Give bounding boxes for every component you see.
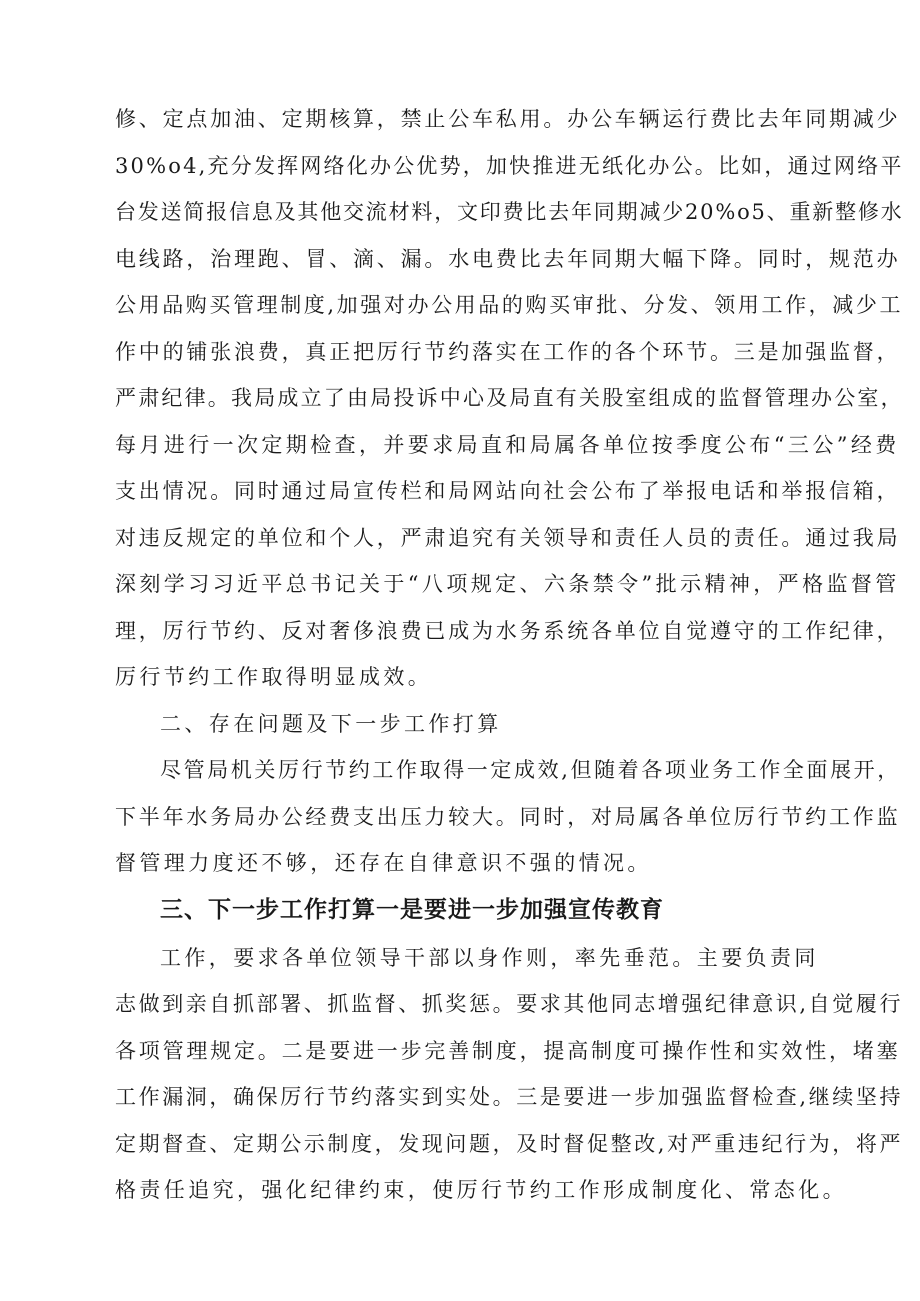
paragraph-line: 公用品购买管理制度,加强对办公用品的购买审批、分发、领用工作，减少工 <box>115 293 904 317</box>
paragraph-line: 30%o4,充分发挥网络化办公优势，加快推进无纸化办公。比如，通过网络平 <box>115 154 904 178</box>
paragraph-line: 作中的铺张浪费，真正把厉行节约落实在工作的各个环节。三是加强监督， <box>115 340 901 364</box>
paragraph-line: 厉行节约工作取得明显成效。 <box>115 665 433 689</box>
paragraph-line: 下半年水务局办公经费支出压力较大。同时，对局属各单位厉行节约工作监 <box>115 805 901 829</box>
paragraph-line: 严肃纪律。我局成立了由局投诉中心及局直有关股室组成的监督管理办公室， <box>115 386 904 410</box>
paragraph-line: 修、定点加油、定期核算，禁止公车私用。办公车辆运行费比去年同期减少 <box>115 107 901 131</box>
paragraph-line: 定期督查、定期公示制度，发现问题，及时督促整改,对严重违纪行为，将严 <box>115 1132 904 1156</box>
paragraph-line: 每月进行一次定期检查，并要求局直和局属各单位按季度公布“三公”经费 <box>115 433 900 457</box>
paragraph-line: 尽管局机关厉行节约工作取得一定成效,但随着各项业务工作全面展开， <box>160 758 901 782</box>
paragraph-line: 工作，要求各单位领导干部以身作则，率先垂范。主要负责同 <box>160 946 819 970</box>
paragraph-line: 台发送简报信息及其他交流材料，文印费比去年同期减少20%o5、重新整修水 <box>115 200 904 224</box>
paragraph-line: 志做到亲自抓部署、抓监督、抓奖惩。要求其他同志增强纪律意识,自觉履行 <box>115 992 904 1016</box>
paragraph-line: 深刻学习习近平总书记关于“八项规定、六条禁令”批示精神，严格监督管 <box>115 572 900 596</box>
section-heading: 二、存在问题及下一步工作打算 <box>160 712 502 736</box>
section-heading-bold: 三、下一步工作打算一是要进一步加强宣传教育 <box>160 897 664 923</box>
paragraph-line: 支出情况。同时通过局宣传栏和局网站向社会公布了举报电话和举报信箱， <box>115 479 901 503</box>
paragraph-line: 对违反规定的单位和个人，严肃追究有关领导和责任人员的责任。通过我局 <box>115 526 901 550</box>
paragraph-line: 格责任追究，强化纪律约束，使厉行节约工作形成制度化、常态化。 <box>115 1178 847 1202</box>
paragraph-line: 理，厉行节约、反对奢侈浪费已成为水务系统各单位自觉遵守的工作纪律， <box>115 619 901 643</box>
paragraph-line: 督管理力度还不够，还存在自律意识不强的情况。 <box>115 851 652 875</box>
paragraph-line: 电线路，治理跑、冒、滴、漏。水电费比去年同期大幅下降。同时，规范办 <box>115 247 901 271</box>
paragraph-line: 各项管理规定。二是要进一步完善制度，提高制度可操作性和实效性，堵塞 <box>115 1039 901 1063</box>
paragraph-line: 工作漏洞，确保厉行节约落实到实处。三是要进一步加强监督检查,继续坚持 <box>115 1085 904 1109</box>
